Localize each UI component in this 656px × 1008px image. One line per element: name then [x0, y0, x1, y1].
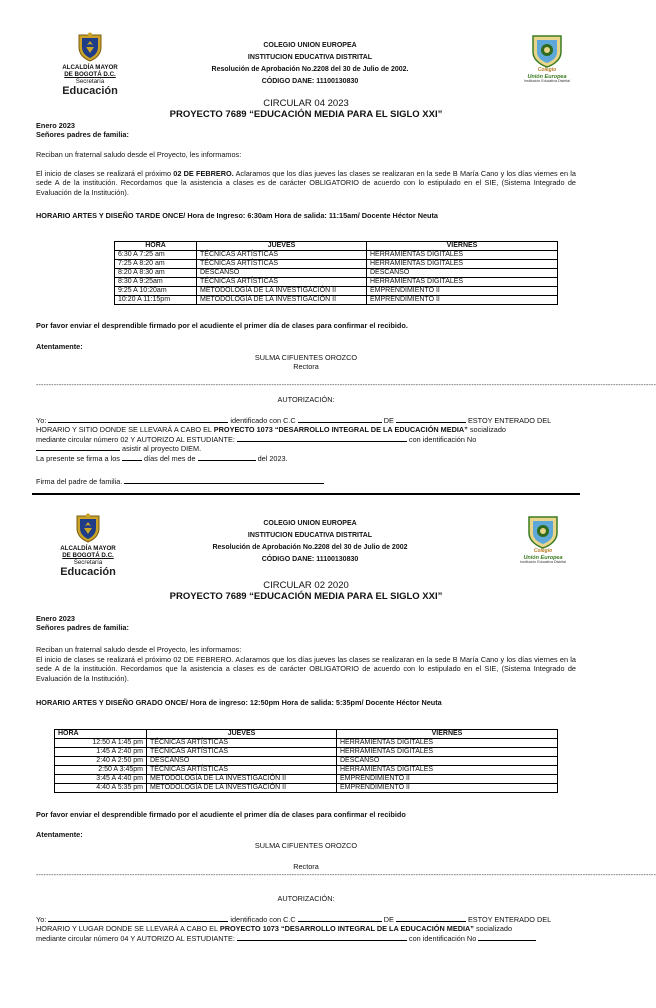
- cell-viernes: HERRAMIENTAS DIGITALES: [367, 278, 558, 287]
- alcaldia-line1: ALCALDÍA MAYOR: [60, 545, 116, 552]
- parent-name-field[interactable]: [48, 914, 228, 922]
- crest-text-3: Institución Educativa Distrital: [524, 78, 570, 83]
- col-hora: HORA: [55, 730, 147, 739]
- project-1073: PROYECTO 1073 “DESARROLLO INTEGRAL DE LA EDUCACIÓN MEDIA”: [219, 924, 474, 933]
- student-id-field[interactable]: [478, 933, 536, 941]
- table-header-row: [115, 242, 558, 251]
- table-row: [55, 748, 558, 757]
- yo-label: Yo:: [36, 416, 47, 425]
- cell-viernes: EMPRENDIMIENTO II: [367, 296, 558, 305]
- request-note: Por favor enviar el desprendible firmado por el acudiente el primer día de clases para confirmar el recibido.: [36, 321, 408, 330]
- student-id-field[interactable]: [36, 443, 120, 451]
- dane-code: CÓDIGO DANE: 11100130830: [261, 77, 359, 85]
- alcaldia-line1: ALCALDÍA MAYOR: [62, 64, 118, 71]
- line3-post: con identificación No: [408, 934, 477, 943]
- alcaldia-line2: DE BOGOTÁ D.C.: [62, 552, 114, 560]
- info-text-post: Aclaramos que los días jueves las clases se realizaran en la sede B María Cano y los días viernes en la sede A de la institución. Recordamos que la asistencia a clases es de carácter OBLIGATORIO de acuerdo con lo estipulado en el SIE, (Sistema Integrado de Evaluación de la Institución).: [36, 169, 576, 197]
- institution-type: INSTITUCION EDUCATIVA DISTRITAL: [247, 531, 373, 539]
- cell-viernes: DESCANSO: [337, 757, 558, 766]
- line4-text: asistir al proyecto DIEM.: [122, 444, 202, 453]
- signature-date-line: [36, 453, 576, 463]
- cell-hora: 8:20 A 8:30 am: [115, 269, 197, 278]
- schedule-table: [54, 729, 558, 793]
- col-viernes: VIERNES: [337, 730, 558, 739]
- project-title: PROYECTO 7689 “EDUCACIÓN MEDIA PARA EL SIGLO XXI”: [169, 108, 443, 120]
- school-header: [160, 518, 460, 566]
- parent-name-field[interactable]: [48, 415, 228, 423]
- info-paragraph: [36, 169, 576, 197]
- project-title: PROYECTO 7689 “EDUCACIÓN MEDIA PARA EL SIGLO XXI”: [169, 590, 443, 602]
- cc-field[interactable]: [298, 415, 382, 423]
- line3-pre: mediante circular número 02 Y AUTORIZO AL ESTUDIANTE:: [36, 435, 235, 444]
- table-row: [55, 757, 558, 766]
- cell-hora: 6:30 A 7:25 am: [115, 251, 197, 260]
- line2-post: socializado: [467, 425, 506, 434]
- bogota-shield-icon: [77, 32, 103, 62]
- project-1073: PROYECTO 1073 “DESARROLLO INTEGRAL DE LA EDUCACIÓN MEDIA”: [213, 425, 468, 434]
- circular-04-2023: [0, 0, 656, 493]
- enterado-label: ESTOY ENTERADO DEL: [467, 416, 552, 425]
- line2-pre: HORARIO Y LUGAR DONDE SE LLEVARÁ A CABO EL: [36, 924, 220, 933]
- school-crest: [518, 513, 568, 565]
- firma-pre: La presente se firma a los: [36, 454, 120, 463]
- cell-jueves: DESCANSO: [197, 269, 367, 278]
- parent-signature-field[interactable]: [124, 476, 324, 484]
- cut-line: -----------------------------------------------------------------------------------------------------------------------------------------------------------------------------------------------------------------------------------------------------: [36, 382, 656, 389]
- cell-hora: 9:25 A 10:20am: [115, 287, 197, 296]
- crest-text-1: Colegio: [537, 67, 557, 73]
- cell-jueves: METODOLOGÍA DE LA INVESTIGACIÓN II: [197, 287, 367, 296]
- student-name-field[interactable]: [237, 434, 407, 442]
- cell-jueves: TÉCNICAS ARTÍSTICAS: [197, 260, 367, 269]
- authorization-title: AUTORIZACIÓN:: [277, 395, 335, 404]
- cell-viernes: HERRAMIENTAS DIGITALES: [337, 766, 558, 775]
- authorization-line-1: [36, 914, 576, 924]
- table-row: [115, 260, 558, 269]
- cell-viernes: EMPRENDIMIENTO II: [367, 287, 558, 296]
- cell-jueves: TÉCNICAS ARTÍSTICAS: [197, 251, 367, 260]
- request-note: Por favor enviar el desprendible firmado por el acudiente el primer día de clases para confirmar el recibido: [36, 810, 406, 819]
- cell-viernes: HERRAMIENTAS DIGITALES: [337, 739, 558, 748]
- cc-field[interactable]: [298, 914, 382, 922]
- de-label: DE: [383, 416, 394, 425]
- school-header: [160, 40, 460, 88]
- schedule-title: HORARIO ARTES Y DISEÑO GRADO ONCE/ Hora de ingreso: 12:50pm Hora de salida: 5:35pm/ Docente Héctor Neuta: [36, 698, 442, 707]
- educacion-label: Educación: [60, 565, 116, 578]
- crest-text-2: Unión Europea: [527, 73, 567, 80]
- circular-number: CIRCULAR 02 2020: [263, 580, 349, 591]
- cell-jueves: DESCANSO: [147, 757, 337, 766]
- schedule-table: [114, 241, 558, 305]
- col-jueves: JUEVES: [197, 242, 367, 251]
- educacion-label: Educación: [62, 84, 118, 97]
- greeting: Reciban un fraternal saludo desde el Proyecto, les informamos:: [36, 645, 242, 654]
- month-field[interactable]: [198, 453, 256, 461]
- letter-date: Enero 2023: [36, 614, 75, 623]
- salutation: Señores padres de familia:: [36, 130, 129, 139]
- identificado-label: identificado con C.C: [230, 416, 296, 425]
- crest-text-1: Colegio: [533, 548, 553, 554]
- school-crest: [522, 32, 572, 84]
- day-field[interactable]: [122, 453, 142, 461]
- crest-text-2: Unión Europea: [523, 554, 563, 561]
- cell-hora: 2:50 A 3:45pm: [55, 766, 147, 775]
- line3-post: con identificación No: [408, 435, 477, 444]
- info-paragraph: El inicio de clases se realizará el próximo 02 DE FEBRERO. Aclaramos que los días jueves las clases se realizaran en la sede B María Cano y los días viernes en la sede A de la institución. Recordamos que la asistencia a clases es de carácter OBLIGATORIO de acuerdo con lo estipulado en el SIE, (Sistema Integrado de Evaluación de la Institución).: [36, 655, 576, 683]
- school-crest-icon: [529, 32, 565, 68]
- table-row: [115, 278, 558, 287]
- start-date: 02 DE FEBRERO.: [173, 169, 234, 178]
- enterado-label: ESTOY ENTERADO DEL: [467, 915, 552, 924]
- cc-city-field[interactable]: [396, 415, 466, 423]
- cell-hora: 12:50 A 1:45 pm: [55, 739, 147, 748]
- salutation: Señores padres de familia:: [36, 623, 129, 632]
- school-crest-icon: [525, 513, 561, 549]
- signature-block: [0, 841, 612, 872]
- col-viernes: VIERNES: [367, 242, 558, 251]
- signer-name: SULMA CIFUENTES OROZCO: [254, 353, 358, 362]
- line2-pre: HORARIO Y SITIO DONDE SE LLEVARÁ A CABO EL: [36, 425, 214, 434]
- identificado-label: identificado con C.C: [230, 915, 296, 924]
- student-name-field[interactable]: [237, 933, 407, 941]
- table-row: [115, 296, 558, 305]
- alcaldia-logo: [38, 513, 138, 578]
- atentamente-label: Atentamente:: [36, 830, 83, 839]
- cell-viernes: EMPRENDIMIENTO II: [337, 775, 558, 784]
- cell-viernes: DESCANSO: [367, 269, 558, 278]
- cell-jueves: TÉCNICAS ARTÍSTICAS: [147, 748, 337, 757]
- table-row: [55, 766, 558, 775]
- cell-viernes: HERRAMIENTAS DIGITALES: [337, 748, 558, 757]
- atentamente-label: Atentamente:: [36, 342, 83, 351]
- crest-text-3: Institución Educativa Distrital: [520, 559, 566, 564]
- table-row: [55, 784, 558, 793]
- cell-viernes: HERRAMIENTAS DIGITALES: [367, 260, 558, 269]
- resolution-text: Resolución de Aprobación No.2208 del 30 de Julio de 2002.: [211, 65, 409, 73]
- firma-mid: días del mes de: [144, 454, 196, 463]
- parent-signature-line: [36, 476, 576, 486]
- yo-label: Yo:: [36, 915, 47, 924]
- line2-post: socializado: [473, 924, 513, 933]
- info-text-pre: El inicio de clases se realizará el próximo: [36, 169, 174, 178]
- circular-number: CIRCULAR 04 2023: [263, 98, 349, 109]
- cut-line: -----------------------------------------------------------------------------------------------------------------------------------------------------------------------------------------------------------------------------------------------------: [36, 872, 656, 879]
- school-name: COLEGIO UNION EUROPEA: [263, 520, 357, 527]
- secretaria-label: Secretaría: [73, 559, 103, 567]
- firma-padre-label: Firma del padre de familia.: [36, 477, 123, 486]
- circular-title: [0, 99, 612, 121]
- cell-jueves: METODOLOGÍA DE LA INVESTIGACIÓN II: [147, 784, 337, 793]
- alcaldia-line2: DE BOGOTÁ D.C.: [64, 71, 116, 79]
- cell-hora: 8:30 A 9:25am: [115, 278, 197, 287]
- firma-post: del 2023.: [257, 454, 288, 463]
- authorization-line-3: [36, 933, 576, 943]
- cell-hora: 2:40 A 2:50 pm: [55, 757, 147, 766]
- cell-jueves: METODOLOGÍA DE LA INVESTIGACIÓN II: [147, 775, 337, 784]
- institution-type: INSTITUCION EDUCATIVA DISTRITAL: [247, 53, 373, 61]
- table-row: [115, 287, 558, 296]
- signer-name: SULMA CIFUENTES OROZCO: [254, 841, 358, 850]
- cell-jueves: TÉCNICAS ARTÍSTICAS: [147, 739, 337, 748]
- cell-jueves: TÉCNICAS ARTÍSTICAS: [147, 766, 337, 775]
- line3-pre: mediante circular número 04 Y AUTORIZO AL ESTUDIANTE:: [36, 934, 235, 943]
- authorization-title: AUTORIZACIÓN:: [277, 894, 335, 903]
- bogota-shield-icon: [75, 513, 101, 543]
- cell-hora: 4:40 A 5:35 pm: [55, 784, 147, 793]
- signature-block: [0, 353, 612, 372]
- greeting: Reciban un fraternal saludo desde el Proyecto, les informamos:: [36, 150, 242, 159]
- signer-role: Rectora: [293, 862, 319, 872]
- cell-viernes: EMPRENDIMIENTO II: [337, 784, 558, 793]
- cell-hora: 1:45 A 2:40 pm: [55, 748, 147, 757]
- table-row: [55, 739, 558, 748]
- cell-hora: 7:25 A 8:20 am: [115, 260, 197, 269]
- school-name: COLEGIO UNION EUROPEA: [263, 42, 357, 49]
- table-header-row: [55, 730, 558, 739]
- cell-hora: 3:45 A 4:40 pm: [55, 775, 147, 784]
- letter-date: Enero 2023: [36, 121, 75, 130]
- alcaldia-logo: [40, 32, 140, 97]
- signer-role: Rectora: [293, 362, 319, 372]
- table-row: [55, 775, 558, 784]
- circular-02-2020: [0, 495, 656, 1008]
- cell-jueves: METODOLOGÍA DE LA INVESTIGACIÓN II: [197, 296, 367, 305]
- secretaria-label: Secretaría: [75, 78, 105, 86]
- cell-jueves: TÉCNICAS ARTÍSTICAS: [197, 278, 367, 287]
- cell-viernes: HERRAMIENTAS DIGITALES: [367, 251, 558, 260]
- circular-title: [0, 581, 612, 603]
- de-label: DE: [383, 915, 394, 924]
- cell-hora: 10:20 A 11:15pm: [115, 296, 197, 305]
- table-row: [115, 251, 558, 260]
- schedule-title: HORARIO ARTES Y DISEÑO TARDE ONCE/ Hora de Ingreso: 6:30am Hora de salida: 11:15am/ Docente Héctor Neuta: [36, 211, 438, 220]
- authorization-line-1: [36, 415, 576, 425]
- table-row: [115, 269, 558, 278]
- col-hora: HORA: [115, 242, 197, 251]
- authorization-line-4: [36, 443, 576, 453]
- cc-city-field[interactable]: [396, 914, 466, 922]
- resolution-text: Resolución de Aprobación No.2208 del 30 de Julio de 2002: [212, 543, 408, 551]
- col-jueves: JUEVES: [147, 730, 337, 739]
- dane-code: CÓDIGO DANE: 11100130830: [261, 555, 359, 563]
